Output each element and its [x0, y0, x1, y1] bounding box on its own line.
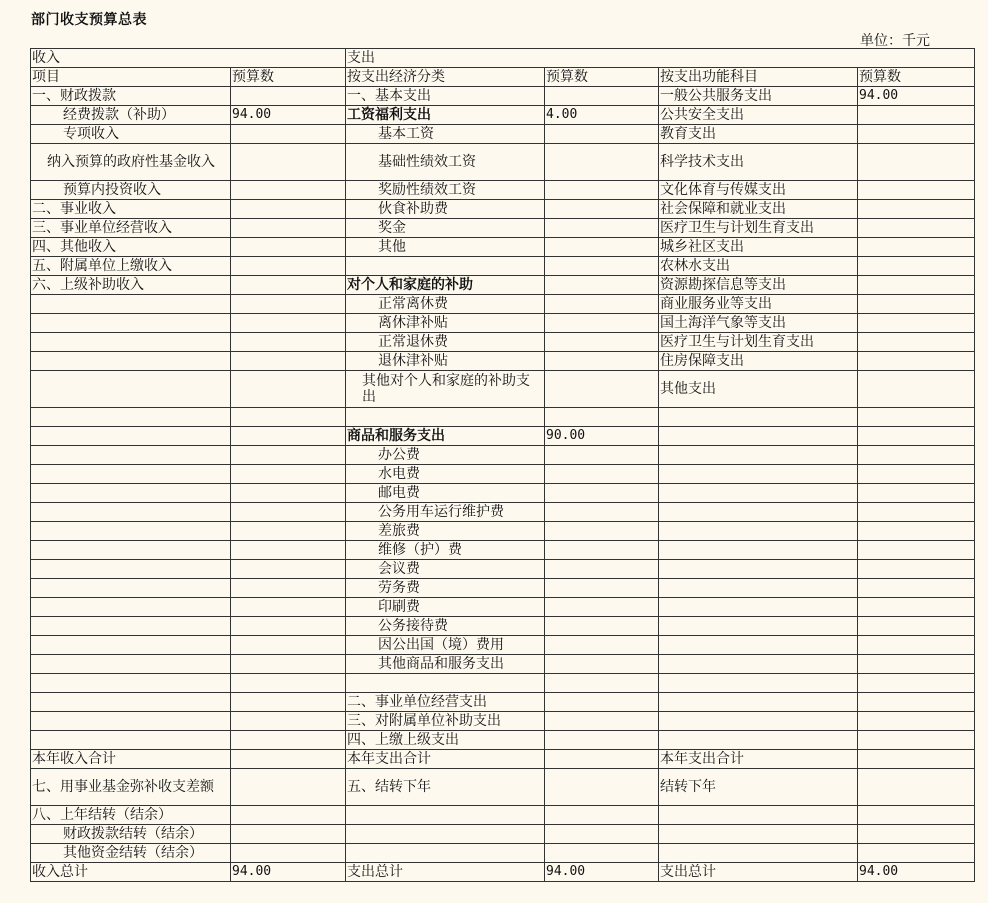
income-item-cell: 五、附属单位上缴收入 [31, 257, 231, 276]
function-item-cell [659, 806, 858, 825]
economic-budget-cell [545, 674, 659, 693]
income-budget-cell [231, 617, 346, 636]
function-item-cell [659, 731, 858, 750]
function-budget-cell [858, 333, 975, 352]
table-row [31, 598, 975, 617]
table-row [31, 238, 975, 257]
income-budget-cell [231, 352, 346, 371]
income-budget-cell [231, 314, 346, 333]
function-item-cell [659, 408, 858, 427]
economic-budget-cell [545, 503, 659, 522]
economic-item-cell: 对个人和家庭的补助 [346, 276, 545, 295]
income-item-cell: 八、上年结转（结余） [31, 806, 231, 825]
income-item-cell [31, 446, 231, 465]
income-item-cell [31, 731, 231, 750]
income-budget-cell [231, 503, 346, 522]
function-item-cell: 支出总计 [659, 863, 858, 882]
income-budget-cell [231, 200, 346, 219]
income-item-cell [31, 636, 231, 655]
income-budget-cell [231, 371, 346, 408]
economic-item-cell: 离休津补贴 [346, 314, 545, 333]
function-budget-cell [858, 806, 975, 825]
economic-item-cell: 伙食补助费 [346, 200, 545, 219]
income-budget-cell [231, 579, 346, 598]
economic-budget-cell [545, 276, 659, 295]
table-row [31, 257, 975, 276]
table-row [31, 655, 975, 674]
economic-budget-cell [545, 446, 659, 465]
table-row [31, 522, 975, 541]
economic-item-cell: 五、结转下年 [346, 769, 545, 806]
income-item-cell [31, 314, 231, 333]
table-row [31, 750, 975, 769]
economic-budget-cell [545, 750, 659, 769]
income-item-cell [31, 295, 231, 314]
function-item-cell: 资源勘探信息等支出 [659, 276, 858, 295]
col-header-function: 按支出功能科目 [659, 68, 858, 87]
page-title: 部门收支预算总表 [31, 12, 147, 28]
income-item-cell [31, 712, 231, 731]
income-budget-cell [231, 844, 346, 863]
economic-budget-cell [545, 484, 659, 503]
income-budget-cell [231, 219, 346, 238]
income-item-cell: 四、其他收入 [31, 238, 231, 257]
income-budget-cell [231, 598, 346, 617]
income-budget-cell [231, 276, 346, 295]
col-header-function-budget: 预算数 [858, 68, 975, 87]
income-item-cell [31, 371, 231, 408]
economic-item-cell: 其他 [346, 238, 545, 257]
table-row [31, 352, 975, 371]
income-budget-cell [231, 522, 346, 541]
function-item-cell [659, 503, 858, 522]
income-budget-cell [231, 484, 346, 503]
income-budget-cell: 94.00 [231, 863, 346, 882]
function-budget-cell [858, 541, 975, 560]
economic-item-cell: 公务接待费 [346, 617, 545, 636]
table-row [31, 617, 975, 636]
income-budget-cell [231, 446, 346, 465]
economic-budget-cell [545, 522, 659, 541]
economic-item-cell: 正常退休费 [346, 333, 545, 352]
col-header-economic-budget: 预算数 [545, 68, 659, 87]
table-row [31, 446, 975, 465]
function-item-cell: 教育支出 [659, 125, 858, 144]
function-budget-cell [858, 238, 975, 257]
function-budget-cell [858, 465, 975, 484]
economic-budget-cell [545, 655, 659, 674]
table-row [31, 408, 975, 427]
economic-budget-cell [545, 333, 659, 352]
function-budget-cell [858, 181, 975, 200]
function-item-cell [659, 484, 858, 503]
economic-item-cell: 商品和服务支出 [346, 427, 545, 446]
function-budget-cell [858, 598, 975, 617]
income-item-cell: 预算内投资收入 [31, 181, 231, 200]
economic-budget-cell [545, 617, 659, 636]
function-budget-cell [858, 408, 975, 427]
table-row [31, 200, 975, 219]
income-item-cell: 专项收入 [31, 125, 231, 144]
income-item-cell [31, 693, 231, 712]
function-item-cell [659, 579, 858, 598]
income-budget-cell [231, 144, 346, 181]
function-budget-cell [858, 750, 975, 769]
income-budget-cell [231, 238, 346, 257]
function-budget-cell [858, 295, 975, 314]
function-budget-cell: 94.00 [858, 863, 975, 882]
function-item-cell [659, 825, 858, 844]
function-item-cell: 其他支出 [659, 371, 858, 408]
function-item-cell: 结转下年 [659, 769, 858, 806]
table-row [31, 806, 975, 825]
income-budget-cell [231, 125, 346, 144]
economic-item-cell: 邮电费 [346, 484, 545, 503]
table-row [31, 674, 975, 693]
col-header-item: 项目 [31, 68, 231, 87]
income-item-cell: 二、事业收入 [31, 200, 231, 219]
income-item-cell [31, 674, 231, 693]
economic-item-cell: 四、上缴上级支出 [346, 731, 545, 750]
table-row [31, 371, 975, 408]
income-item-cell: 一、财政拨款 [31, 87, 231, 106]
table-row [31, 863, 975, 882]
income-budget-cell [231, 408, 346, 427]
economic-budget-cell [545, 636, 659, 655]
table-row [31, 295, 975, 314]
table-row [31, 769, 975, 806]
economic-budget-cell [545, 219, 659, 238]
economic-budget-cell [545, 712, 659, 731]
function-item-cell: 文化体育与传媒支出 [659, 181, 858, 200]
function-budget-cell [858, 144, 975, 181]
table-row [31, 427, 975, 446]
function-budget-cell [858, 484, 975, 503]
income-budget-cell [231, 825, 346, 844]
economic-item-cell: 奖金 [346, 219, 545, 238]
income-item-cell [31, 655, 231, 674]
function-item-cell [659, 636, 858, 655]
economic-budget-cell [545, 144, 659, 181]
function-item-cell [659, 712, 858, 731]
economic-budget-cell [545, 465, 659, 484]
economic-budget-cell [545, 181, 659, 200]
table-row [31, 503, 975, 522]
function-item-cell [659, 560, 858, 579]
function-budget-cell [858, 655, 975, 674]
income-item-cell [31, 560, 231, 579]
economic-budget-cell [545, 408, 659, 427]
economic-item-cell: 退休津补贴 [346, 352, 545, 371]
table-row [31, 144, 975, 181]
function-item-cell [659, 674, 858, 693]
economic-budget-cell [545, 598, 659, 617]
income-budget-cell [231, 636, 346, 655]
economic-item-cell: 基础性绩效工资 [346, 144, 545, 181]
function-budget-cell [858, 522, 975, 541]
economic-item-cell [346, 257, 545, 276]
function-item-cell [659, 522, 858, 541]
economic-budget-cell: 94.00 [545, 863, 659, 882]
economic-budget-cell [545, 125, 659, 144]
function-budget-cell [858, 844, 975, 863]
function-budget-cell [858, 712, 975, 731]
table-row [31, 844, 975, 863]
table-row [31, 693, 975, 712]
function-item-cell: 医疗卫生与计划生育支出 [659, 219, 858, 238]
economic-budget-cell [545, 693, 659, 712]
economic-item-cell [346, 844, 545, 863]
income-item-cell [31, 352, 231, 371]
function-budget-cell [858, 503, 975, 522]
economic-budget-cell [545, 806, 659, 825]
economic-item-cell: 本年支出合计 [346, 750, 545, 769]
income-item-cell: 六、上级补助收入 [31, 276, 231, 295]
function-budget-cell [858, 693, 975, 712]
col-header-income-budget: 预算数 [231, 68, 346, 87]
income-item-cell: 其他资金结转（结余） [31, 844, 231, 863]
economic-budget-cell [545, 769, 659, 806]
function-budget-cell [858, 560, 975, 579]
economic-item-cell: 一、基本支出 [346, 87, 545, 106]
function-budget-cell [858, 352, 975, 371]
income-budget-cell [231, 560, 346, 579]
table-row [31, 465, 975, 484]
income-budget-cell [231, 541, 346, 560]
economic-item-cell: 工资福利支出 [346, 106, 545, 125]
economic-item-cell [346, 806, 545, 825]
table-row [31, 560, 975, 579]
income-budget-cell [231, 333, 346, 352]
table-row [31, 125, 975, 144]
function-item-cell: 一般公共服务支出 [659, 87, 858, 106]
function-item-cell [659, 541, 858, 560]
economic-item-cell: 劳务费 [346, 579, 545, 598]
economic-budget-cell [545, 314, 659, 333]
function-item-cell [659, 598, 858, 617]
function-budget-cell: 94.00 [858, 87, 975, 106]
income-item-cell: 七、用事业基金弥补收支差额 [31, 769, 231, 806]
economic-item-cell: 差旅费 [346, 522, 545, 541]
function-budget-cell [858, 617, 975, 636]
function-budget-cell [858, 257, 975, 276]
income-item-cell [31, 503, 231, 522]
column-header-row [31, 68, 975, 87]
function-item-cell [659, 446, 858, 465]
economic-item-cell: 维修（护）费 [346, 541, 545, 560]
income-budget-cell [231, 87, 346, 106]
function-item-cell: 科学技术支出 [659, 144, 858, 181]
income-budget-cell [231, 465, 346, 484]
function-budget-cell [858, 106, 975, 125]
function-budget-cell [858, 125, 975, 144]
income-item-cell: 本年收入合计 [31, 750, 231, 769]
economic-budget-cell: 90.00 [545, 427, 659, 446]
economic-budget-cell [545, 371, 659, 408]
function-budget-cell [858, 200, 975, 219]
budget-summary-table [30, 48, 975, 882]
function-item-cell [659, 465, 858, 484]
col-header-economic: 按支出经济分类 [346, 68, 545, 87]
function-item-cell: 商业服务业等支出 [659, 295, 858, 314]
economic-budget-cell [545, 352, 659, 371]
function-item-cell: 国土海洋气象等支出 [659, 314, 858, 333]
economic-budget-cell [545, 825, 659, 844]
economic-item-cell: 会议费 [346, 560, 545, 579]
function-item-cell: 医疗卫生与计划生育支出 [659, 333, 858, 352]
table-row [31, 484, 975, 503]
table-row [31, 314, 975, 333]
economic-item-cell [346, 825, 545, 844]
income-item-cell: 收入总计 [31, 863, 231, 882]
function-budget-cell [858, 825, 975, 844]
income-budget-cell [231, 712, 346, 731]
table-row [31, 541, 975, 560]
economic-budget-cell [545, 87, 659, 106]
income-section-header: 收入 [31, 49, 346, 68]
economic-item-cell: 因公出国（境）费用 [346, 636, 545, 655]
table-row [31, 731, 975, 750]
income-item-cell [31, 522, 231, 541]
function-budget-cell [858, 427, 975, 446]
income-item-cell: 财政拨款结转（结余） [31, 825, 231, 844]
function-budget-cell [858, 731, 975, 750]
economic-budget-cell [545, 844, 659, 863]
economic-budget-cell [545, 731, 659, 750]
economic-item-cell: 支出总计 [346, 863, 545, 882]
income-item-cell [31, 333, 231, 352]
income-item-cell [31, 465, 231, 484]
function-item-cell: 本年支出合计 [659, 750, 858, 769]
income-item-cell [31, 617, 231, 636]
function-budget-cell [858, 636, 975, 655]
function-item-cell [659, 617, 858, 636]
table-row [31, 87, 975, 106]
economic-budget-cell [545, 560, 659, 579]
income-item-cell [31, 579, 231, 598]
economic-budget-cell: 4.00 [545, 106, 659, 125]
income-item-cell: 经费拨款（补助） [31, 106, 231, 125]
economic-item-cell: 其他商品和服务支出 [346, 655, 545, 674]
function-budget-cell [858, 579, 975, 598]
income-budget-cell: 94.00 [231, 106, 346, 125]
economic-item-cell: 奖励性绩效工资 [346, 181, 545, 200]
table-row [31, 333, 975, 352]
income-item-cell [31, 408, 231, 427]
economic-item-cell: 基本工资 [346, 125, 545, 144]
economic-item-cell [346, 674, 545, 693]
table-row [31, 276, 975, 295]
economic-item-cell: 印刷费 [346, 598, 545, 617]
economic-budget-cell [545, 579, 659, 598]
income-budget-cell [231, 257, 346, 276]
unit-label: 单位：千元 [860, 33, 930, 49]
function-item-cell: 公共安全支出 [659, 106, 858, 125]
function-item-cell: 城乡社区支出 [659, 238, 858, 257]
income-budget-cell [231, 806, 346, 825]
economic-budget-cell [545, 200, 659, 219]
income-item-cell [31, 484, 231, 503]
economic-budget-cell [545, 295, 659, 314]
economic-item-cell: 公务用车运行维护费 [346, 503, 545, 522]
income-item-cell [31, 541, 231, 560]
economic-item-cell: 办公费 [346, 446, 545, 465]
function-budget-cell [858, 446, 975, 465]
function-budget-cell [858, 219, 975, 238]
section-header-row [31, 49, 975, 68]
economic-item-cell: 二、事业单位经营支出 [346, 693, 545, 712]
function-item-cell: 社会保障和就业支出 [659, 200, 858, 219]
income-item-cell: 纳入预算的政府性基金收入 [31, 144, 231, 181]
income-budget-cell [231, 655, 346, 674]
table-row [31, 636, 975, 655]
income-budget-cell [231, 731, 346, 750]
expense-section-header: 支出 [346, 49, 975, 68]
table-row [31, 579, 975, 598]
function-item-cell: 农林水支出 [659, 257, 858, 276]
income-budget-cell [231, 674, 346, 693]
function-item-cell [659, 693, 858, 712]
income-item-cell [31, 598, 231, 617]
income-item-cell: 三、事业单位经营收入 [31, 219, 231, 238]
income-budget-cell [231, 750, 346, 769]
economic-budget-cell [545, 238, 659, 257]
economic-item-cell: 三、对附属单位补助支出 [346, 712, 545, 731]
income-item-cell [31, 427, 231, 446]
income-budget-cell [231, 427, 346, 446]
income-budget-cell [231, 181, 346, 200]
economic-item-cell: 水电费 [346, 465, 545, 484]
function-budget-cell [858, 769, 975, 806]
income-budget-cell [231, 693, 346, 712]
table-row [31, 219, 975, 238]
economic-item-cell: 正常离休费 [346, 295, 545, 314]
function-budget-cell [858, 276, 975, 295]
function-item-cell [659, 655, 858, 674]
function-item-cell [659, 844, 858, 863]
function-item-cell: 住房保障支出 [659, 352, 858, 371]
table-row [31, 106, 975, 125]
table-row [31, 181, 975, 200]
table-row [31, 712, 975, 731]
economic-budget-cell [545, 257, 659, 276]
function-budget-cell [858, 674, 975, 693]
economic-budget-cell [545, 541, 659, 560]
function-budget-cell [858, 371, 975, 408]
function-budget-cell [858, 314, 975, 333]
economic-item-cell: 其他对个人和家庭的补助支出 [346, 371, 545, 408]
economic-item-cell [346, 408, 545, 427]
function-item-cell [659, 427, 858, 446]
table-row [31, 825, 975, 844]
income-budget-cell [231, 295, 346, 314]
income-budget-cell [231, 769, 346, 806]
